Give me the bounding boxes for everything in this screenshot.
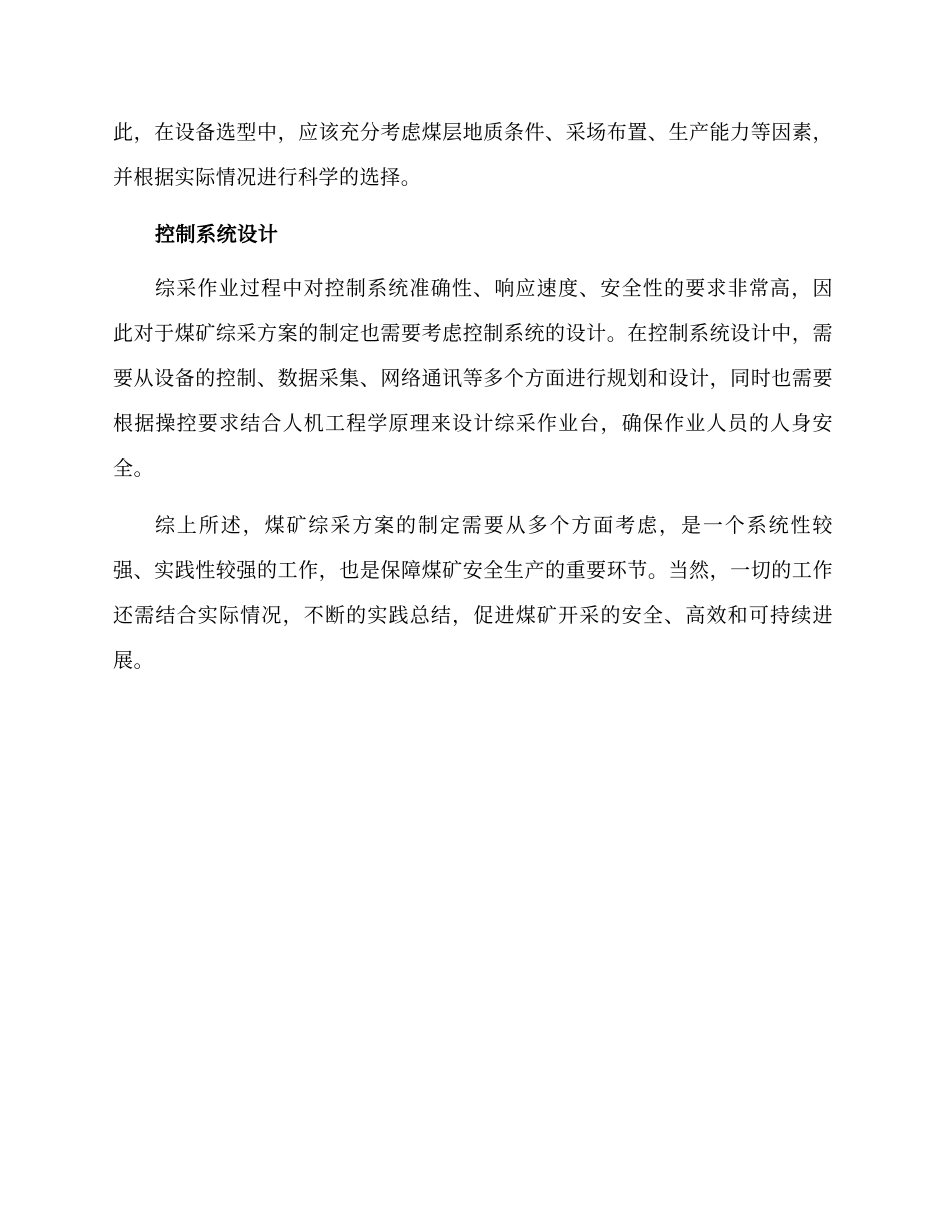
section-heading: 控制系统设计 xyxy=(155,222,279,246)
continued-paragraph: 此，在设备选型中，应该充分考虑煤层地质条件、采场布置、生产能力等因素，并根据实际情况进行科学的选择。 xyxy=(113,120,833,189)
document-content xyxy=(113,110,833,695)
body-paragraph-control-system: 综采作业过程中对控制系统准确性、响应速度、安全性的要求非常高，因此对于煤矿综采方案的制定也需要考虑控制系统的设计。在控制系统设计中，需要从设备的控制、数据采集、网络通讯等多个方面进行规划和设计，同时也需要根据操控要求结合人机工程学原理来设计综采作业台，确保作业人员的人身安全。 xyxy=(113,276,833,480)
body-paragraph-summary: 综上所述，煤矿综采方案的制定需要从多个方面考虑，是一个系统性较强、实践性较强的工作，也是保障煤矿安全生产的重要环节。当然，一切的工作还需结合实际情况，不断的实践总结，促进煤矿开采的安全、高效和可持续进展。 xyxy=(113,513,833,672)
